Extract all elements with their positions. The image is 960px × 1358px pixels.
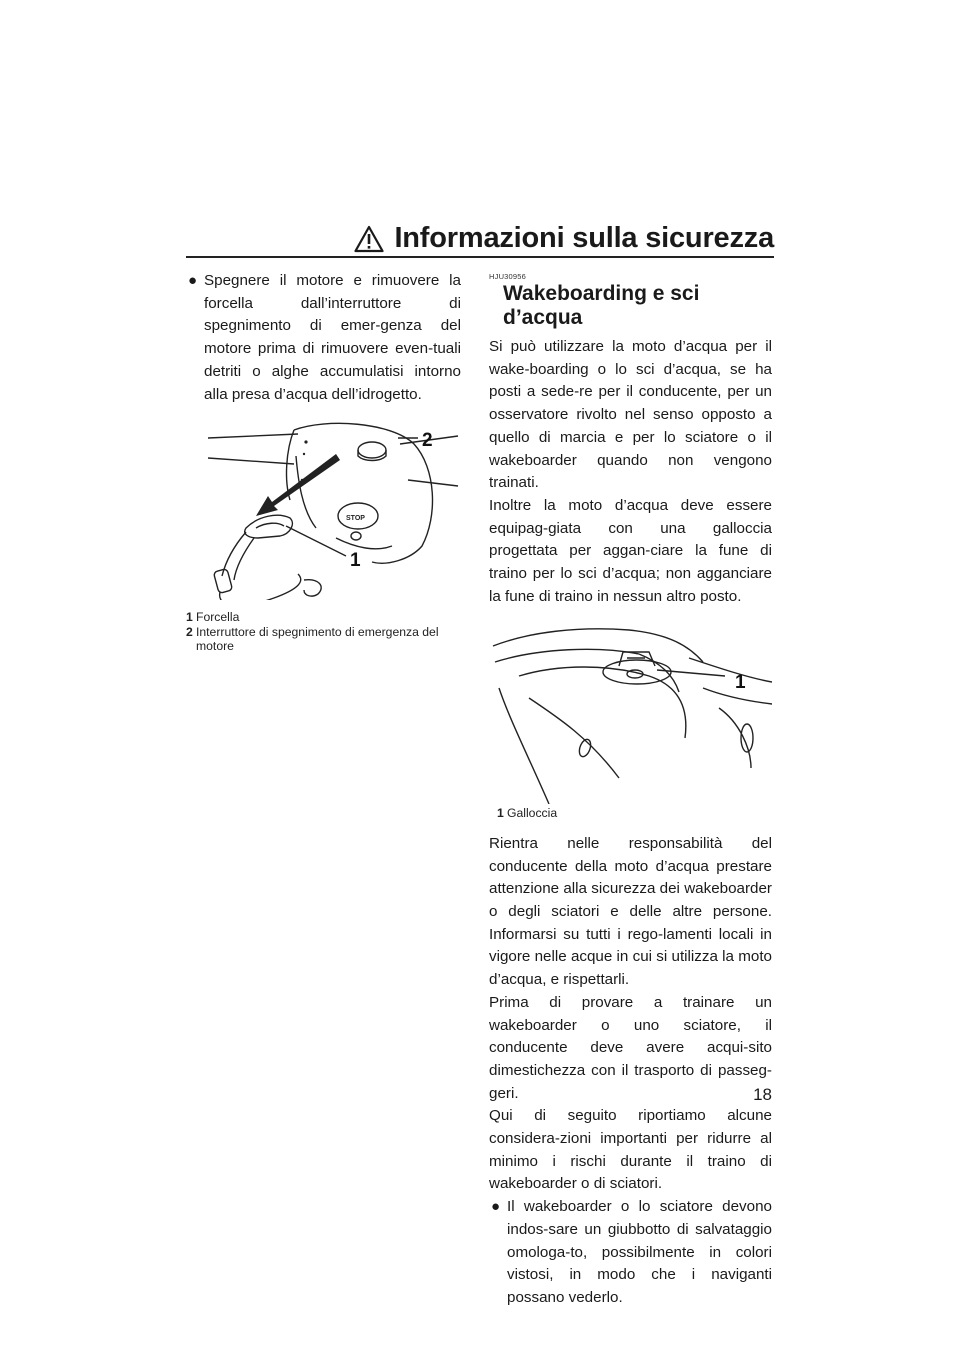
list-item — [186, 270, 461, 406]
callout-1: 1 — [350, 550, 361, 572]
caption-row — [497, 806, 772, 821]
paragraph: Prima di provare a trainare un wakeboarder o uno sciatore, il conducente deve avere acqui-sito dimestichezza con il trasporto di passeg-geri. — [489, 993, 772, 1102]
page-number: 18 — [753, 1085, 772, 1104]
page-title: Informazioni sulla sicurezza — [394, 222, 774, 254]
bullet-icon: ● — [188, 272, 198, 289]
figure-caption — [186, 610, 461, 654]
caption-number: 2 — [186, 624, 193, 639]
caption-text: Forcella — [196, 610, 240, 625]
list-item — [489, 1196, 772, 1310]
cleat-figure — [489, 618, 772, 804]
callout-1: 1 — [735, 672, 746, 694]
caption-row — [186, 625, 461, 654]
caption-number: 1 — [186, 610, 193, 625]
section-code: HJU30956 — [489, 272, 527, 281]
section-title: Wakeboarding e sci d’acqua — [503, 282, 700, 329]
bullet-text: Spegnere il motore e rimuovere la forcella dall’interruttore di spegnimento di emer-genza del motore prima di rimuovere even-tuali detriti o alghe accumulatisi intorno alla presa d’acqua dell’idrogetto. — [204, 272, 461, 403]
caption-row — [186, 610, 461, 625]
warning-triangle-icon — [354, 225, 384, 253]
paragraph: Si può utilizzare la moto d’acqua per il wake-boarding o lo sci d’acqua, se ha posti a sede-re per il conducente, per un osservatore rivolto nel senso opposto a quello di marcia e per lo sciatore o il wakeboarder quando non vengono trainati. — [489, 338, 772, 492]
caption-text: Galloccia — [507, 806, 558, 821]
caption-text: Interruttore di spegnimento di emergenza del motore — [196, 624, 439, 654]
left-column — [186, 270, 461, 654]
right-column — [489, 272, 772, 1310]
page-header — [186, 222, 774, 255]
caption-number: 1 — [497, 806, 504, 821]
bullet-icon: ● — [491, 1198, 501, 1216]
paragraph: Rientra nelle responsabilità del conducente della moto d’acqua prestare attenzione alla sicurezza dei wakeboarder o degli sciatori e delle altre persone. Informarsi su tutti i rego-lamenti locali in vigore nelle acque in cui si utilizza la moto d’acqua, e rispettarli. — [489, 834, 772, 989]
bullet-text: Il wakeboarder o lo sciatore devono indos-sare un giubbotto di salvataggio omologa-to, possibilmente in colori vistosi, in modo che i naviganti possano vederlo. — [507, 1198, 772, 1306]
paragraph: Qui di seguito riportiamo alcune considera-zioni importanti per ridurre al minimo i rischi durante il traino di wakeboarder o di sciatori. — [489, 1107, 772, 1193]
paragraph: Inoltre la moto d’acqua deve essere equipag-giata con una galloccia progettata per aggan-ciare la fune di traino per lo sci d’acqua; non agganciare la fune di traino in nessun altro posto. — [489, 496, 772, 605]
switch-label: STOP — [346, 515, 365, 523]
header-divider — [186, 256, 774, 258]
callout-2: 2 — [422, 430, 433, 452]
figure-caption — [489, 806, 772, 821]
handlebar-figure — [186, 420, 461, 600]
